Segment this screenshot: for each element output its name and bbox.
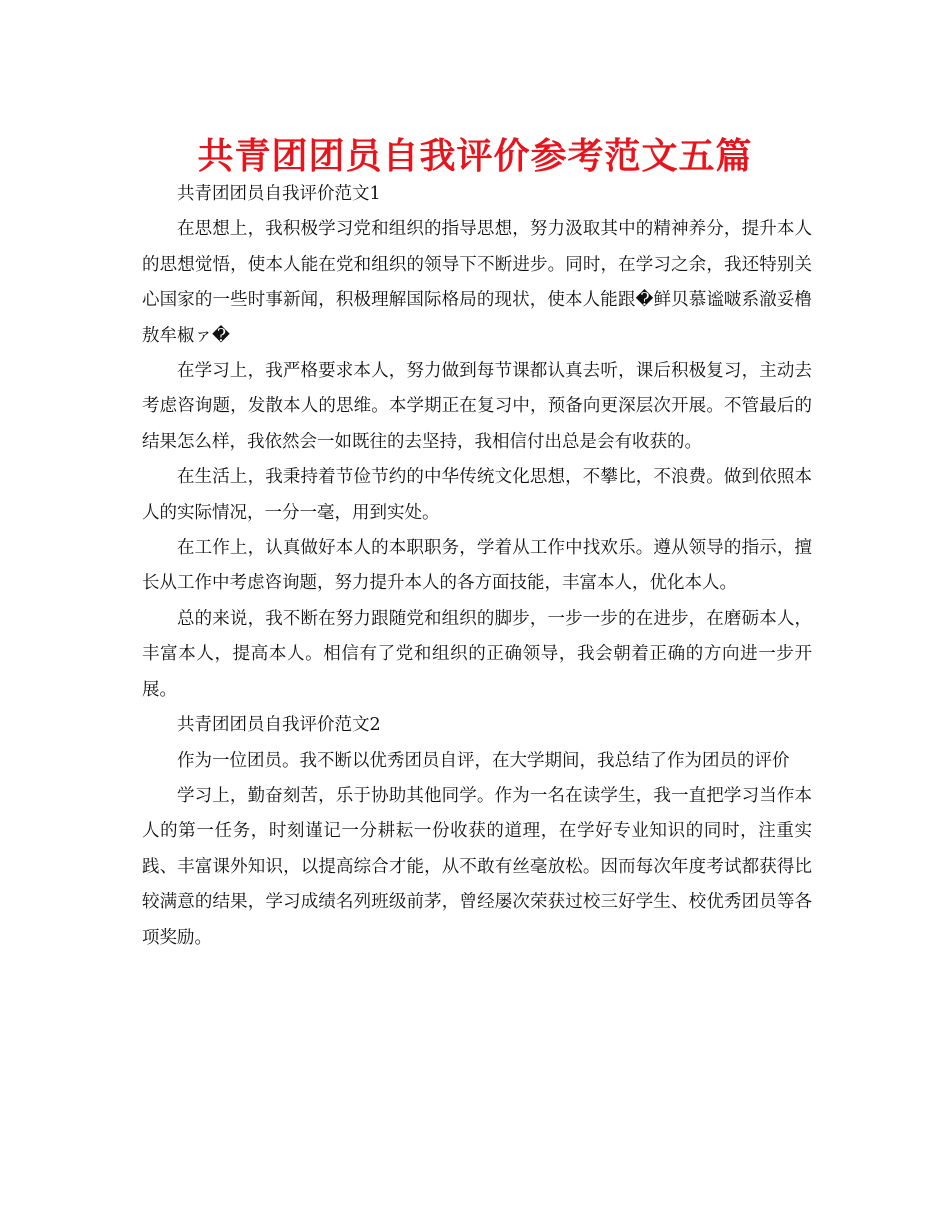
paragraph-work: 在工作上，认真做好本人的本职职务，学着从工作中找欢乐。遵从领导的指示，擅长从工作中考虑咨询题，努力提升本人的各方面技能，丰富本人，优化本人。 xyxy=(142,538,812,594)
document-body xyxy=(142,177,812,956)
paragraph-summary: 总的来说，我不断在努力跟随党和组织的脚步，一步一步的在进步，在磨砺本人，丰富本人，提高本人。相信有了党和组织的正确领导，我会朝着正确的方向进一步开展。 xyxy=(142,608,812,700)
paragraph-life: 在生活上，我秉持着节俭节约的中华传统文化思想，不攀比，不浪费。做到依照本人的实际情况，一分一毫，用到实处。 xyxy=(142,467,812,523)
paragraph-intro-2: 作为一位团员。我不断以优秀团员自评，在大学期间，我总结了作为团员的评价 xyxy=(177,750,790,771)
paragraph-study-2: 学习上，勤奋刻苦，乐于协助其他同学。作为一名在读学生，我一直把学习当作本人的第一任务，时刻谨记一分耕耘一份收获的道理，在学好专业知识的同时，注重实践、丰富课外知识，以提高综合才能，从不敢有丝毫放松。因而每次年度考试都获得比较满意的结果，学习成绩名列班级前茅，曾经屡次荣获过校三好学生、校优秀团员等各项奖励。 xyxy=(142,785,812,948)
section-heading-2: 共青团团员自我评价范文2 xyxy=(177,715,381,736)
paragraph-study: 在学习上，我严格要求本人，努力做到每节课都认真去听，课后积极复习，主动去考虑咨询题，发散本人的思维。本学期正在复习中，预备向更深层次开展。不管最后的结果怎么样，我依然会一如既往的去坚持，我相信付出总是会有收获的。 xyxy=(142,361,812,452)
section-heading-1: 共青团团员自我评价范文1 xyxy=(177,184,381,204)
paragraph-ideology: 在思想上，我积极学习党和组织的指导思想，努力汲取其中的精神养分，提升本人的思想觉悟，使本人能在党和组织的领导下不断进步。同时，在学习之余，我还特别关心国家的一些时事新闻，积极理解国际格局的现状，使本人能跟�鲜贝慕谧啵系澈妥橹敖牟椒ァ� xyxy=(142,219,812,346)
document-title: 共青团团员自我评价参考范文五篇 xyxy=(197,136,753,177)
